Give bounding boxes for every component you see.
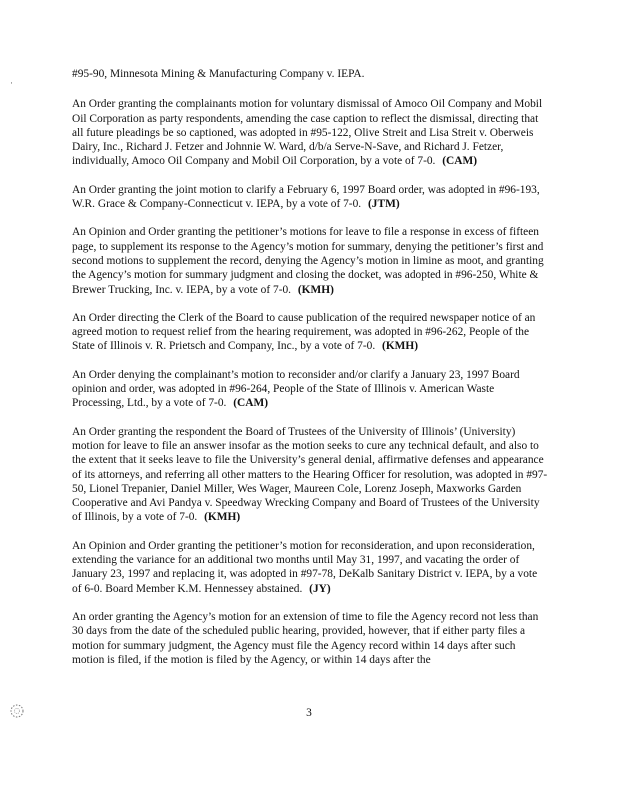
order-paragraph [72, 610, 548, 667]
member-initials: (CAM) [233, 397, 269, 410]
member-initials: (JY) [309, 582, 331, 595]
order-paragraph [72, 311, 548, 354]
order-text: An order granting the Agency’s motion for an extension of time to file the Agency record not less than 30 days from the date of the scheduled public hearing, provided, however, that if either party files a motion for summary judgment, the Agency must file the Agency record within 14 days after such motion is filed, if the motion is filed by the Agency, or within 14 days after the [72, 610, 539, 666]
order-paragraph [72, 425, 548, 525]
case-heading: #95-90, Minnesota Mining & Manufacturing Company v. IEPA. [72, 68, 365, 80]
scan-mark: · [10, 78, 13, 88]
order-text: An Opinion and Order granting the petitioner’s motions for leave to file a response in excess of fifteen page, to supplement its response to the Agency’s motion for summary, denying the petitioner’s first and second motions to supplement the record, denying the Agency’s motion in limine as moot, and granting the Agency’s motion for summary judgment and closing the docket, was adopted in #96-250, White & Brewer Trucking, Inc. v. IEPA, by a vote of 7-0. [72, 226, 544, 296]
member-initials: (KMH) [382, 340, 419, 353]
order-paragraph [72, 97, 548, 168]
order-text: An Order directing the Clerk of the Board to cause publication of the required newspaper notice of an agreed motion to request relief from the hearing requirement, was adopted in #96-262, People of the State of Illinois v. R. Prietsch and Company, Inc., by a vote of 7-0. [72, 311, 536, 353]
order-paragraph [72, 183, 548, 212]
order-paragraph [72, 368, 548, 411]
member-initials: (JTM) [368, 198, 400, 211]
member-initials: (CAM) [442, 155, 478, 168]
order-paragraph [72, 225, 548, 296]
member-initials: (KMH) [204, 511, 241, 524]
page-number: 3 [306, 707, 312, 719]
order-paragraph [72, 539, 548, 596]
order-text: An Opinion and Order granting the petitioner’s motion for reconsideration, and upon reconsideration, extending the variance for an additional two months until May 31, 1997, and vacating the order of January 23, 1997 and replacing it, was adopted in #97-78, DeKalb Sanitary District v. IEPA, by a vote of 6-0. Board Member K.M. Hennessey abstained. [72, 539, 538, 595]
order-text: An Order granting the complainants motion for voluntary dismissal of Amoco Oil Company and Mobil Oil Corporation as party respondents, amending the case caption to reflect the dismissal, directing that all future pleadings be so captioned, was adopted in #95-122, Olive Streit and Lisa Streit v. Oberweis Dairy, Inc., Richard J. Fetzer and Johnnie W. Ward, d/b/a Serve-N-Save, and Richard J. Fetzer, individually, Amoco Oil Company and Mobil Oil Corporation, by a vote of 7-0. [72, 98, 543, 168]
member-initials: (KMH) [297, 283, 334, 296]
order-text: An Order granting the respondent the Board of Trustees of the University of Illinois’ (University) motion for leave to file an answer insofar as the motion seeks to cure any technical default, and also to the extent that it seeks leave to file the University’s general denial, affirmative defenses and appearance of its attorneys, and referring all other matters to the Hearing Officer for resolution, was adopted in #97-50, Lionel Trepanier, Daniel Miller, Wes Wager, Maureen Cole, Lorenz Joseph, Maxworks Garden Cooperative and Avi Pandya v. Speedway Wrecking Company and Board of Trustees of the University of Illinois, by a vote of 7-0. [72, 425, 548, 524]
order-text: An Order denying the complainant’s motion to reconsider and/or clarify a January 23, 1997 Board opinion and order, was adopted in #96-264, People of the State of Illinois v. American Waste Processing, Ltd., by a vote of 7-0. [72, 368, 520, 410]
order-text: An Order granting the joint motion to clarify a February 6, 1997 Board order, was adopted in #96-193, W.R. Grace & Company-Connecticut v. IEPA, by a vote of 7-0. [72, 183, 540, 211]
minutes-body [72, 67, 548, 681]
